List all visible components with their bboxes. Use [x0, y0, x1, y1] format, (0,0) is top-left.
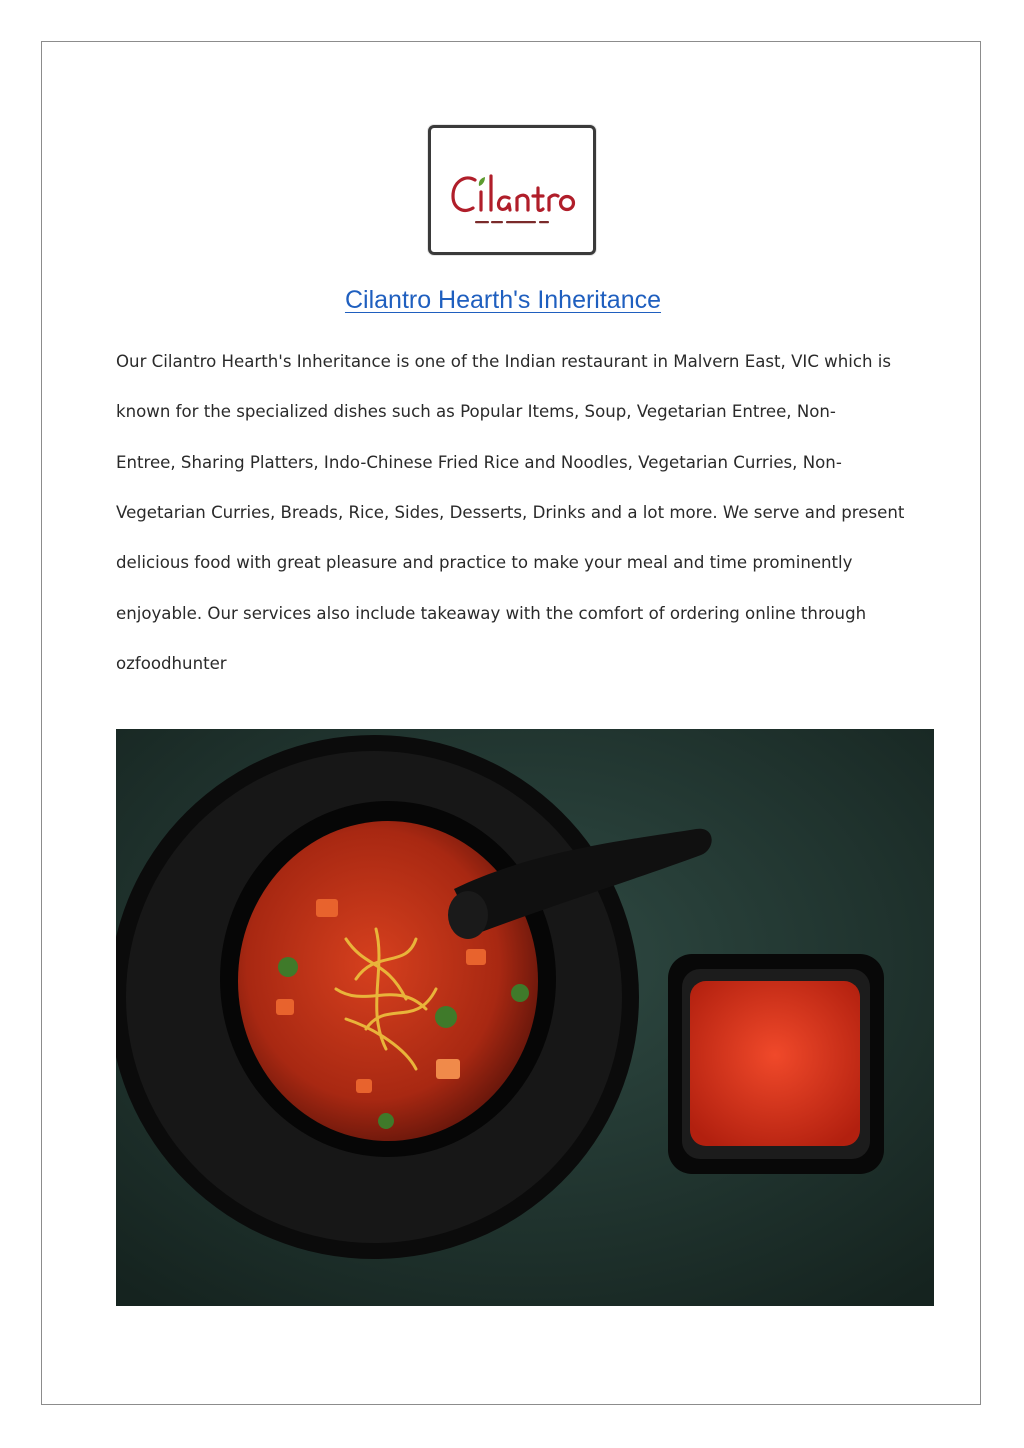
paragraph-line-7: ozfoodhunter: [116, 654, 227, 673]
cilantro-logo-icon: [431, 128, 593, 252]
paragraph-line-2: known for the specialized dishes such as Popular Items, Soup, Vegetarian Entree, Non-: [116, 402, 836, 421]
restaurant-logo: [428, 125, 596, 255]
paragraph-line-4: Vegetarian Curries, Breads, Rice, Sides, Desserts, Drinks and a lot more. We serve and present: [116, 503, 905, 522]
paragraph-line-5: delicious food with great pleasure and practice to make your meal and time prominently: [116, 553, 853, 572]
paragraph-line-1: Our Cilantro Hearth's Inheritance is one of the Indian restaurant in Malvern East, VIC which is: [116, 352, 892, 371]
paragraph-line-6: enjoyable. Our services also include takeaway with the comfort of ordering online through: [116, 604, 867, 623]
paragraph-line-3: Entree, Sharing Platters, Indo-Chinese Fried Rice and Noodles, Vegetarian Curries, Non-: [116, 453, 842, 472]
page-title: [0, 286, 1006, 315]
title-link[interactable]: Cilantro Hearth's Inheritance: [344, 286, 662, 314]
soup-bowl-photo: [116, 729, 934, 1306]
